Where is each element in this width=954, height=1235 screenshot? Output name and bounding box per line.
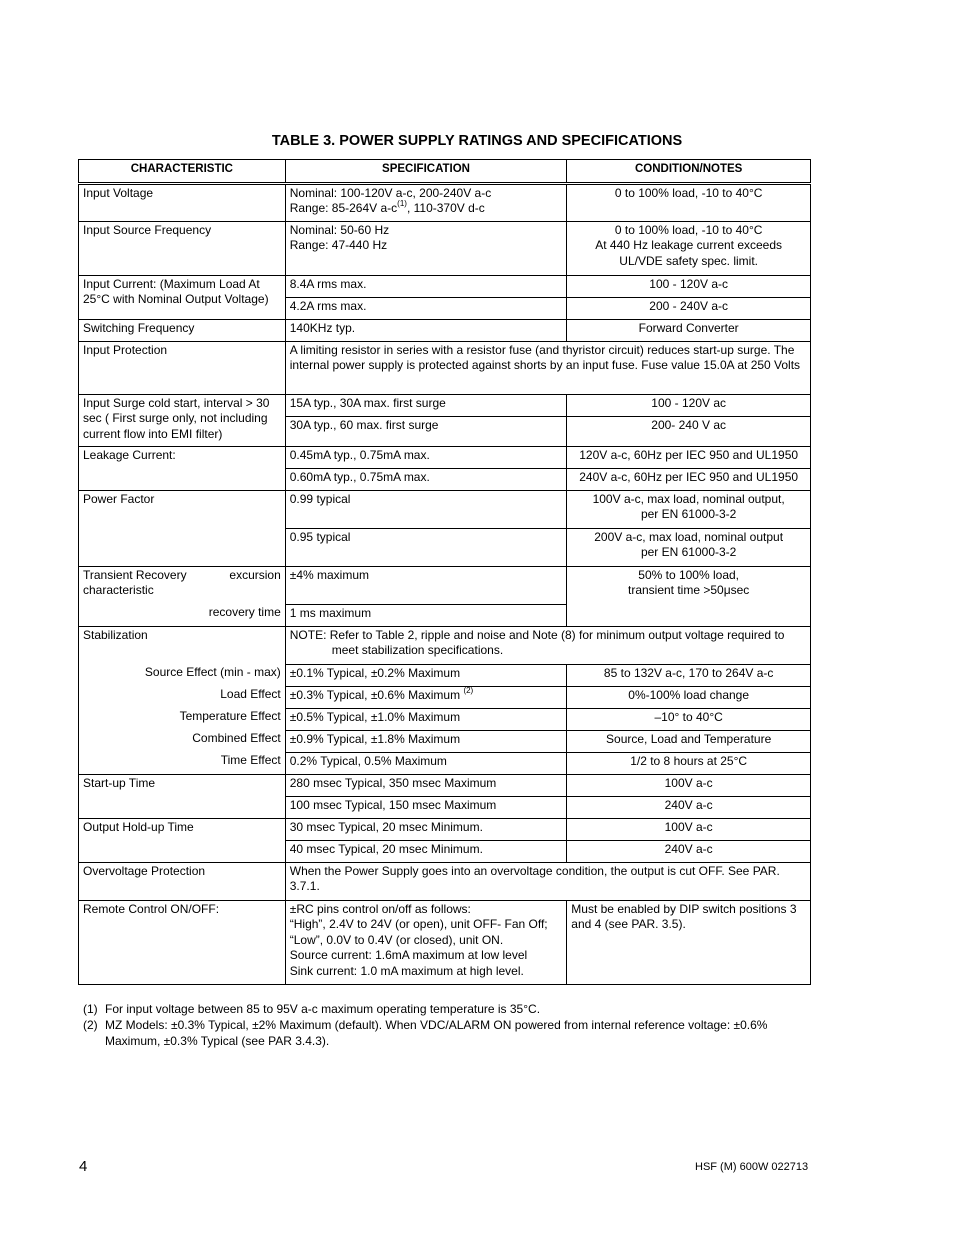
footnote-ref: (1) bbox=[397, 199, 407, 208]
cond-cell: Source, Load and Temperature bbox=[567, 730, 811, 752]
spec-line: Range: 85-264V a-c bbox=[289, 201, 398, 215]
table-row bbox=[79, 275, 811, 297]
specifications-table bbox=[78, 159, 811, 985]
spec-line: Source current: 1.6mA maximum at low level bbox=[289, 948, 528, 962]
header-characteristic: CHARACTERISTIC bbox=[79, 160, 286, 184]
spec-line: “High”, 2.4V to 24V (or open), unit OFF- Fan Off; bbox=[289, 917, 548, 931]
table-row bbox=[79, 341, 811, 394]
char-cell: Output Hold-up Time bbox=[79, 818, 286, 862]
header-specification: SPECIFICATION bbox=[285, 160, 567, 184]
spec-cell: 0.95 typical bbox=[285, 528, 567, 566]
micro-symbol: μ bbox=[723, 583, 731, 597]
footnotes bbox=[83, 1001, 803, 1049]
spec-line: Nominal: 50-60 Hz bbox=[289, 222, 390, 237]
footnote-ref: (2) bbox=[463, 685, 474, 695]
cond-cell: 240V a-c bbox=[567, 840, 811, 862]
table-row bbox=[79, 900, 811, 984]
cond-cell: Forward Converter bbox=[567, 319, 811, 341]
char-label: Transient Recovery bbox=[83, 567, 187, 582]
char-label: recovery time bbox=[79, 604, 286, 626]
spec-cell: ±4% maximum bbox=[285, 566, 567, 604]
spec-cell: 15A typ., 30A max. first surge bbox=[285, 394, 567, 416]
char-cell: Overvoltage Protection bbox=[79, 862, 286, 900]
cond-cell bbox=[567, 221, 811, 275]
cond-cell: 120V a-c, 60Hz per IEC 950 and UL1950 bbox=[567, 446, 811, 468]
spec-line: Nominal: 100-120V a-c, 200-240V a-c bbox=[289, 185, 492, 200]
footnote-number: (2) bbox=[83, 1018, 98, 1032]
cond-line: per EN 61000-3-2 bbox=[640, 545, 737, 559]
spec-cell: 100 msec Typical, 150 msec Maximum bbox=[285, 796, 567, 818]
char-cell: Switching Frequency bbox=[79, 319, 286, 341]
cond-line: per EN 61000-3-2 bbox=[640, 507, 737, 521]
spec-cell: When the Power Supply goes into an overvoltage condition, the output is cut OFF. See PAR. 3.7.1. bbox=[285, 862, 810, 900]
header-condition-notes: CONDITION/NOTES bbox=[567, 160, 811, 184]
char-cell: Power Factor bbox=[79, 490, 286, 566]
cond-cell: 1/2 to 8 hours at 25°C bbox=[567, 752, 811, 774]
cond-cell bbox=[567, 490, 811, 528]
table-row bbox=[79, 183, 811, 221]
cond-line: 200V a-c, max load, nominal output bbox=[594, 529, 784, 544]
cond-cell: 85 to 132V a-c, 170 to 264V a-c bbox=[567, 664, 811, 686]
spec-cell: 0.45mA typ., 0.75mA max. bbox=[285, 446, 567, 468]
footnote bbox=[83, 1001, 803, 1017]
spec-cell bbox=[285, 900, 567, 984]
table-row bbox=[79, 566, 811, 604]
cond-cell: –10° to 40°C bbox=[567, 708, 811, 730]
cond-cell: Must be enabled by DIP switch positions 3 and 4 (see PAR. 3.5). bbox=[567, 900, 811, 984]
footnote bbox=[83, 1017, 803, 1049]
spec-cell: 40 msec Typical, 20 msec Minimum. bbox=[285, 840, 567, 862]
cond-line: At 440 Hz leakage current exceeds bbox=[595, 238, 783, 252]
char-label: characteristic bbox=[83, 583, 154, 597]
cond-line: 50% to 100% load, bbox=[638, 567, 740, 582]
char-cell: Stabilization bbox=[79, 626, 286, 664]
table-row bbox=[79, 818, 811, 840]
char-cell: Input Current: (Maximum Load At 25°C with Nominal Output Voltage) bbox=[79, 275, 286, 319]
table-row bbox=[79, 394, 811, 416]
spec-cell bbox=[285, 183, 567, 221]
table-row bbox=[79, 626, 811, 664]
spec-cell: A limiting resistor in series with a resistor fuse (and thyristor circuit) reduces start-up surge. The internal power supply is protected against shorts by an input fuse. Fuse value 15.0A at 250 Volts bbox=[285, 341, 810, 394]
spec-text: ±0.3% Typical, ±0.6% Maximum bbox=[289, 687, 464, 702]
char-label: Time Effect bbox=[79, 752, 286, 774]
table-row bbox=[79, 730, 811, 752]
spec-cell: 1 ms maximum bbox=[285, 604, 567, 626]
spec-line: Sink current: 1.0 mA maximum at high level. bbox=[289, 963, 524, 978]
note-line: meet stabilization specifications. bbox=[331, 643, 504, 657]
spec-line: , 110-370V d-c bbox=[406, 201, 485, 215]
table-row bbox=[79, 664, 811, 686]
cond-line: UL/VDE safety spec. limit. bbox=[619, 253, 758, 268]
char-cell bbox=[79, 566, 286, 604]
cond-cell: 240V a-c bbox=[567, 796, 811, 818]
note-line: NOTE: Refer to Table 2, ripple and noise and Note (8) for minimum output voltage required to bbox=[289, 627, 785, 642]
cond-cell: 0 to 100% load, -10 to 40°C bbox=[567, 183, 811, 221]
char-cell: Remote Control ON/OFF: bbox=[79, 900, 286, 984]
cond-cell bbox=[567, 566, 811, 626]
table-row bbox=[79, 686, 811, 708]
footnote-text: For input voltage between 85 to 95V a-c maximum operating temperature is 35°C. bbox=[105, 1002, 541, 1016]
cond-cell: 100 - 120V ac bbox=[567, 394, 811, 416]
spec-cell: ±0.9% Typical, ±1.8% Maximum bbox=[285, 730, 567, 752]
footnote-number: (1) bbox=[83, 1002, 98, 1016]
spec-line: “Low”, 0.0V to 0.4V (or closed), unit ON. bbox=[289, 932, 504, 947]
cond-cell bbox=[567, 528, 811, 566]
cond-line: sec bbox=[730, 583, 750, 597]
spec-cell: 8.4A rms max. bbox=[285, 275, 567, 297]
cond-cell: 100V a-c bbox=[567, 818, 811, 840]
spec-cell: ±0.1% Typical, ±0.2% Maximum bbox=[285, 664, 567, 686]
char-cell: Start-up Time bbox=[79, 774, 286, 818]
spec-cell bbox=[285, 626, 810, 664]
spec-cell: 30A typ., 60 max. first surge bbox=[285, 416, 567, 446]
char-cell: Leakage Current: bbox=[79, 446, 286, 490]
spec-cell: 0.2% Typical, 0.5% Maximum bbox=[285, 752, 567, 774]
char-cell: Input Protection bbox=[79, 341, 286, 394]
cond-cell: 200- 240 V ac bbox=[567, 416, 811, 446]
table-row bbox=[79, 708, 811, 730]
char-label: Temperature Effect bbox=[79, 708, 286, 730]
cond-cell: 100V a-c bbox=[567, 774, 811, 796]
spec-cell: 280 msec Typical, 350 msec Maximum bbox=[285, 774, 567, 796]
char-label: Combined Effect bbox=[79, 730, 286, 752]
spec-cell: 4.2A rms max. bbox=[285, 297, 567, 319]
spec-line: ±RC pins control on/off as follows: bbox=[289, 901, 471, 916]
page-number: 4 bbox=[79, 1158, 88, 1175]
cond-cell: 100 - 120V a-c bbox=[567, 275, 811, 297]
table-title: TABLE 3. POWER SUPPLY RATINGS AND SPECIFICATIONS bbox=[271, 133, 683, 149]
char-label: excursion bbox=[229, 567, 281, 582]
char-cell: Input Source Frequency bbox=[79, 221, 286, 275]
table-row bbox=[79, 446, 811, 468]
table-row bbox=[79, 221, 811, 275]
table-row bbox=[79, 319, 811, 341]
table-row bbox=[79, 862, 811, 900]
spec-cell: 0.99 typical bbox=[285, 490, 567, 528]
cond-cell: 200 - 240V a-c bbox=[567, 297, 811, 319]
table-row bbox=[79, 752, 811, 774]
char-label: Load Effect bbox=[79, 686, 286, 708]
spec-cell: 0.60mA typ., 0.75mA max. bbox=[285, 468, 567, 490]
document-id: HSF (M) 600W 022713 bbox=[695, 1161, 809, 1173]
char-cell: Input Voltage bbox=[79, 183, 286, 221]
spec-cell: ±0.5% Typical, ±1.0% Maximum bbox=[285, 708, 567, 730]
cond-cell: 240V a-c, 60Hz per IEC 950 and UL1950 bbox=[567, 468, 811, 490]
cond-line: 0 to 100% load, -10 to 40°C bbox=[614, 222, 763, 237]
table-header-row bbox=[79, 160, 811, 184]
cond-line: 100V a-c, max load, nominal output, bbox=[592, 491, 785, 506]
spec-line: Range: 47-440 Hz bbox=[289, 238, 388, 252]
footnote-text: MZ Models: ±0.3% Typical, ±2% Maximum (default). When VDC/ALARM ON powered from internal reference voltage: ±0.6% Maximum, ±0.3% Typical (see PAR 3.4.3). bbox=[105, 1018, 768, 1048]
table-row bbox=[79, 774, 811, 796]
cond-line: transient time >50 bbox=[627, 583, 724, 597]
table-row bbox=[79, 490, 811, 528]
spec-cell bbox=[285, 221, 567, 275]
cond-cell: 0%-100% load change bbox=[567, 686, 811, 708]
char-cell: Input Surge cold start, interval > 30 sec ( First surge only, not including current flow into EMI filter) bbox=[79, 394, 286, 446]
spec-cell bbox=[285, 686, 567, 708]
spec-cell: 30 msec Typical, 20 msec Minimum. bbox=[285, 818, 567, 840]
spec-cell: 140KHz typ. bbox=[285, 319, 567, 341]
char-label: Source Effect (min - max) bbox=[79, 664, 286, 686]
